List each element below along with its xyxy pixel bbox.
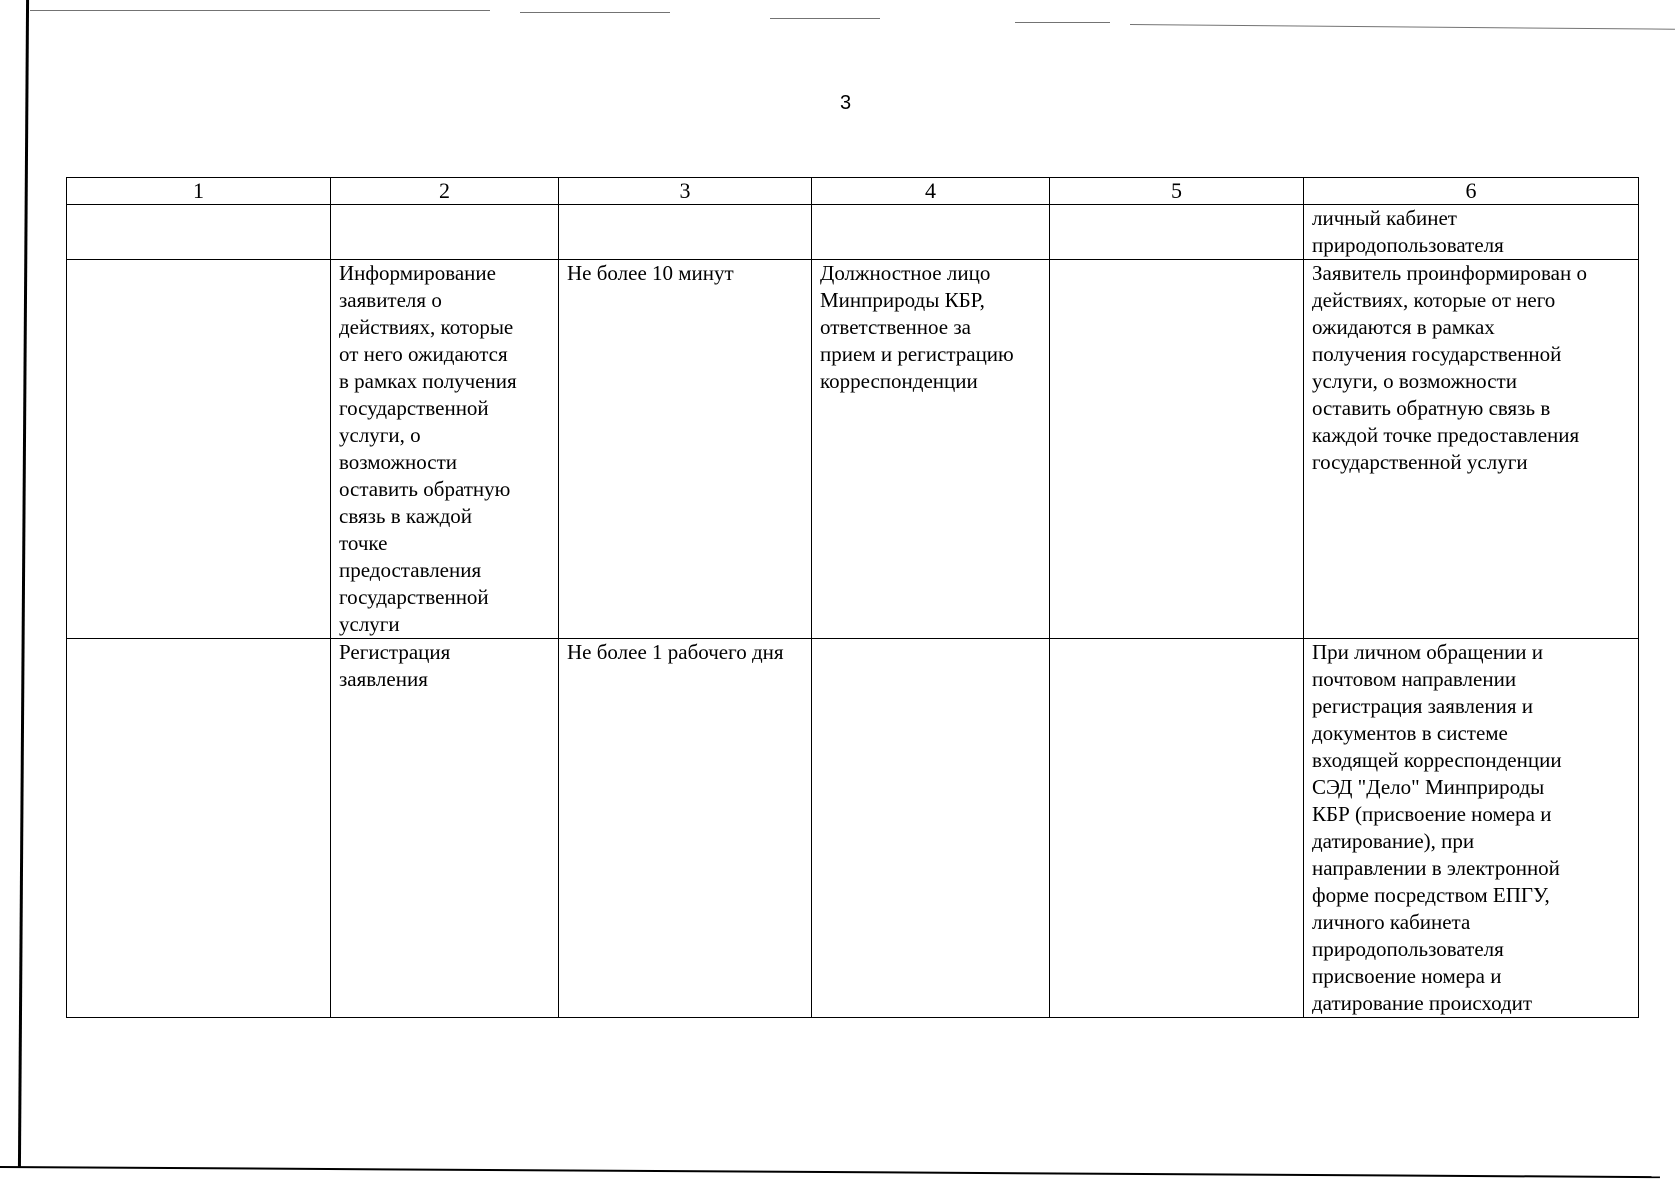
scan-artifact-line — [30, 10, 490, 11]
scan-artifact-line — [1130, 24, 1675, 30]
scan-artifact-line — [520, 12, 670, 13]
table-cell: Не более 10 минут — [559, 260, 812, 639]
table-cell: Заявитель проинформирован о действиях, которые от него ожидаются в рамках получения государственной услуги, о возможности оставить обратную связь в каждой точке предоставления государственной услуги — [1304, 260, 1639, 639]
page-edge-bottom — [0, 1166, 1660, 1178]
process-table — [66, 177, 1639, 1018]
table-cell — [331, 205, 559, 260]
scan-artifact-line — [770, 18, 880, 19]
column-header: 5 — [1050, 178, 1304, 205]
table-cell: личный кабинет природопользователя — [1304, 205, 1639, 260]
table-cell: Регистрация заявления — [331, 639, 559, 1018]
table-cell — [812, 205, 1050, 260]
table-cell: Должностное лицо Минприроды КБР, ответственное за прием и регистрацию корреспонденции — [812, 260, 1050, 639]
table-cell — [67, 205, 331, 260]
scan-artifact-line — [1015, 22, 1110, 23]
table-cell — [1050, 260, 1304, 639]
column-header: 4 — [812, 178, 1050, 205]
table-row — [67, 260, 1639, 639]
table-cell — [67, 639, 331, 1018]
page-number: 3 — [840, 92, 852, 114]
table-cell — [67, 260, 331, 639]
table-cell: При личном обращении и почтовом направлении регистрация заявления и документов в системе входящей корреспонденции СЭД "Дело" Минприроды КБР (присвоение номера и датирование), при направлении в электронной форме посредством ЕПГУ, личного кабинета природопользователя присвоение номера и датирование происходит — [1304, 639, 1639, 1018]
table-cell — [1050, 205, 1304, 260]
table-cell: Не более 1 рабочего дня — [559, 639, 812, 1018]
column-header: 2 — [331, 178, 559, 205]
table-header-row — [67, 178, 1639, 205]
table-cell — [559, 205, 812, 260]
column-header: 6 — [1304, 178, 1639, 205]
table-row — [67, 205, 1639, 260]
page-edge-left — [18, 0, 29, 1168]
table-cell — [812, 639, 1050, 1018]
table-cell — [1050, 639, 1304, 1018]
table-row — [67, 639, 1639, 1018]
column-header: 1 — [67, 178, 331, 205]
column-header: 3 — [559, 178, 812, 205]
table-cell: Информирование заявителя о действиях, которые от него ожидаются в рамках получения государственной услуги, о возможности оставить обратную связь в каждой точке предоставления государственной услуги — [331, 260, 559, 639]
